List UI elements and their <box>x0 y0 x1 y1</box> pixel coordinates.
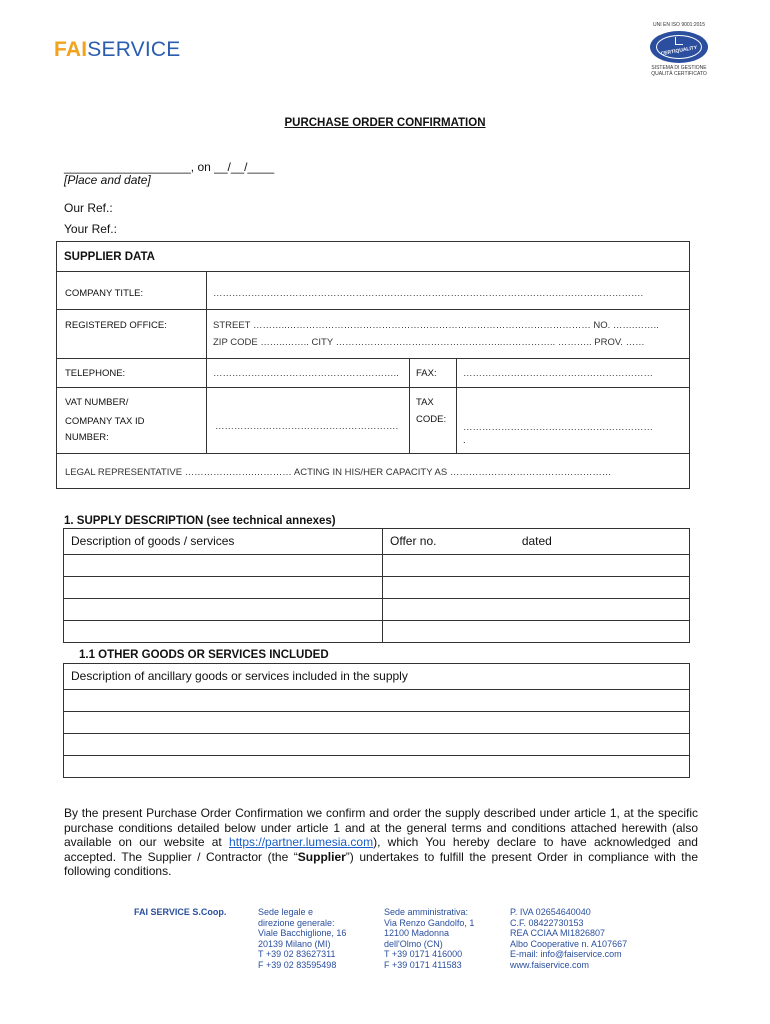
footer-line: F +39 02 83595498 <box>258 959 337 970</box>
tax-code-field[interactable]: …………………………………………………… <box>463 422 653 433</box>
page-title: PURCHASE ORDER CONFIRMATION <box>284 117 486 129</box>
offer-no-label: Offer no. <box>390 534 437 548</box>
footer-company: FAI SERVICE S.Coop. <box>134 907 227 917</box>
footer-line: Via Renzo Gandolfo, 1 <box>384 917 475 928</box>
table-cell[interactable] <box>64 712 690 734</box>
telephone-row <box>57 359 689 388</box>
footer-line: F +39 0171 411583 <box>384 959 462 970</box>
supplier-heading: SUPPLIER DATA <box>57 242 689 272</box>
paragraph-part2: ), which You hereby declare to have acknowledged and accepted. The Supplier / Contractor (the “ <box>64 835 698 864</box>
table-row <box>64 664 690 690</box>
certification-badge <box>648 22 710 77</box>
table-row[interactable] <box>64 690 690 712</box>
footer-line: dell'Olmo (CN) <box>384 938 443 949</box>
footer-line: 12100 Madonna <box>384 928 450 938</box>
company-logo <box>54 38 181 62</box>
company-title-field[interactable]: ………………………………………………………………………………………………………………………. <box>213 288 644 299</box>
tax-label-2: CODE: <box>416 414 447 425</box>
col-ancillary-header: Description of ancillary goods or services included in the supply <box>64 664 690 690</box>
footer-line: C.F. 08422730153 <box>510 917 584 928</box>
footer-email[interactable]: E-mail: info@faiservice.com <box>510 949 622 959</box>
supply-table <box>63 528 690 643</box>
supplier-data-box <box>56 241 690 489</box>
footer-admin-office <box>384 907 474 970</box>
tax-code-end: . <box>463 435 466 446</box>
col-description-header: Description of goods / services <box>64 529 383 555</box>
vat-label-1: VAT NUMBER/ <box>65 397 129 408</box>
vat-label-2: COMPANY TAX ID <box>65 416 145 427</box>
col-offer-header <box>383 529 690 555</box>
paragraph-bold: Supplier <box>297 849 346 864</box>
table-cell[interactable] <box>64 690 690 712</box>
table-cell[interactable] <box>383 555 690 577</box>
table-row <box>64 529 690 555</box>
vat-label-3: NUMBER: <box>65 432 109 443</box>
table-cell[interactable] <box>383 621 690 643</box>
table-row[interactable] <box>64 555 690 577</box>
footer-line: Albo Cooperative n. A107667 <box>510 938 628 949</box>
dated-label: dated <box>521 534 552 548</box>
table-cell[interactable] <box>64 734 690 756</box>
vat-field[interactable]: …………………………………………………. <box>207 388 410 453</box>
footer-line: T +39 02 83627311 <box>258 949 336 959</box>
registered-office-label: REGISTERED OFFICE: <box>57 310 207 358</box>
partner-link[interactable]: https://partner.lumesia.com <box>229 835 374 849</box>
table-cell[interactable] <box>64 756 690 778</box>
table-cell[interactable] <box>64 599 383 621</box>
cert-system-line2: QUALITÀ CERTIFICATO <box>651 71 707 77</box>
table-row[interactable] <box>64 734 690 756</box>
telephone-field[interactable]: ………………………………………………….. <box>207 359 410 387</box>
cert-norm: UNI EN ISO 9001:2015 <box>653 22 705 28</box>
table-cell[interactable] <box>383 577 690 599</box>
paragraph-part1: By the present Purchase Order Confirmation we confirm and order the supply described under article 1, at the specific purchase conditions detailed below under article 1 and at the general terms and conditions attached herewith (also available on our website at <box>64 806 698 849</box>
table-cell[interactable] <box>383 599 690 621</box>
table-cell[interactable] <box>64 621 383 643</box>
legal-rep-row <box>57 454 689 488</box>
fax-field[interactable]: …………………………………………………… <box>463 368 653 379</box>
supply-description-heading: 1. SUPPLY DESCRIPTION (see technical annexes) <box>64 515 336 527</box>
street-field[interactable]: STREET ………..…………………………………………………………………………………… NO. …….…….. <box>213 320 659 331</box>
table-cell[interactable] <box>64 577 383 599</box>
footer-legal-office <box>258 907 346 970</box>
place-date-label: [Place and date] <box>64 173 151 187</box>
certiquality-seal-icon <box>650 31 708 63</box>
table-row[interactable] <box>64 621 690 643</box>
table-row[interactable] <box>64 756 690 778</box>
company-title-label: COMPANY TITLE: <box>57 272 207 309</box>
other-goods-heading: 1.1 OTHER GOODS OR SERVICES INCLUDED <box>79 649 329 661</box>
company-title-row <box>57 272 689 310</box>
cert-seal-text: CERTIQUALITY <box>660 44 698 58</box>
legal-rep-field[interactable]: LEGAL REPRESENTATIVE ………………….………… ACTING IN HIS/HER CAPACITY AS …………………………………………… <box>65 467 612 478</box>
footer-website[interactable]: www.faiservice.com <box>510 959 590 970</box>
zip-city-field[interactable]: ZIP CODE ……..…….. CITY ……………………………………………..…………….. ……….. PROV. …… <box>213 337 645 348</box>
logo-fai: FAI <box>54 38 88 61</box>
paragraph-part3: ”) undertakes to fulfill the present Order in compliance with the following conditions. <box>64 849 698 878</box>
place-date-line[interactable]: ___________________, on __/__/____ <box>64 160 275 174</box>
vat-row <box>57 388 689 454</box>
table-row[interactable] <box>64 599 690 621</box>
footer-fiscal-info <box>510 907 627 970</box>
footer-line: 20139 Milano (MI) <box>258 938 331 949</box>
confirmation-paragraph <box>64 806 698 879</box>
table-row[interactable] <box>64 577 690 599</box>
table-cell[interactable] <box>64 555 383 577</box>
registered-office-row <box>57 310 689 359</box>
footer-line: REA CCIAA MI1826807 <box>510 928 606 938</box>
other-goods-table <box>63 663 690 778</box>
your-ref[interactable]: Your Ref.: <box>64 222 117 236</box>
footer-line: Sede amministrativa: <box>384 907 469 917</box>
footer-line: direzione generale: <box>258 917 335 928</box>
footer-line: Sede legale e <box>258 907 314 917</box>
fax-label: FAX: <box>410 359 457 387</box>
our-ref[interactable]: Our Ref.: <box>64 201 113 215</box>
footer-line: P. IVA 02654640040 <box>510 907 591 917</box>
logo-service: SERVICE <box>87 38 181 61</box>
cert-system-line1: SISTEMA DI GESTIONE <box>651 65 707 71</box>
telephone-label: TELEPHONE: <box>57 359 207 387</box>
table-row[interactable] <box>64 712 690 734</box>
tax-label-1: TAX <box>416 397 434 408</box>
footer-line: T +39 0171 416000 <box>384 949 463 959</box>
footer-line: Viale Bacchiglione, 16 <box>258 928 347 938</box>
